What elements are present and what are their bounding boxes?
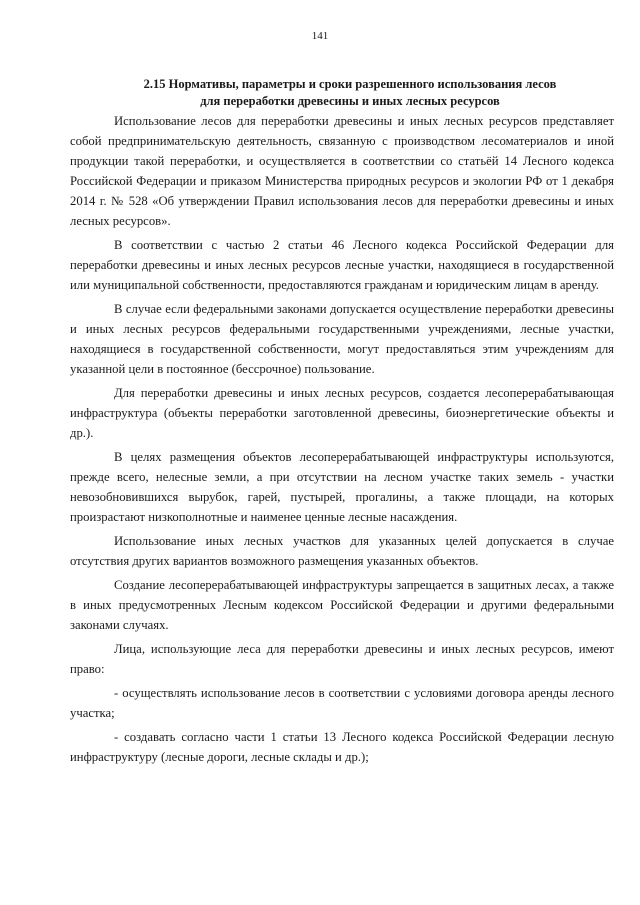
- paragraph: Использование иных лесных участков для указанных целей допускается в случае отсутствия других вариантов возможного размещения указанных объектов.: [70, 534, 614, 568]
- paragraph: Лица, использующие леса для переработки древесины и иных лесных ресурсов, имеют право:: [70, 642, 614, 676]
- paragraph: В случае если федеральными законами допускается осуществление переработки древесины и иных лесных ресурсов федеральными государственными учреждениями, лесные участки, находящиеся в государственной собственности, могут предоставляться этим учреждениям для указанной цели в постоянное (бессрочное) пользование.: [70, 302, 614, 376]
- paragraph: Для переработки древесины и иных лесных ресурсов, создается лесоперерабатывающая инфраструктура (объекты переработки заготовленной древесины, биоэнергетические объекты и др.).: [70, 386, 614, 440]
- section-heading-line-1: 2.15 Нормативы, параметры и сроки разрешенного использования лесов: [143, 77, 557, 91]
- page-number: 141: [311, 30, 329, 42]
- paragraph: В соответствии с частью 2 статьи 46 Лесного кодекса Российской Федерации для переработки древесины и иных лесных ресурсов лесные участки, находящиеся в государственной или муниципальной собственности, предоставляются гражданам и юридическим лицам в аренду.: [70, 238, 614, 292]
- body-text: [70, 111, 614, 771]
- paragraph: В целях размещения объектов лесоперерабатывающей инфраструктуры используются, прежде всего, нелесные земли, а при отсутствии на лесном участке таких земель - участки невозобновившихся вырубок, гарей, пустырей, прогалины, а также площади, на которых произрастают низкополнотные и наименее ценные лесные насаждения.: [70, 450, 614, 524]
- paragraph: Использование лесов для переработки древесины и иных лесных ресурсов представляет собой предпринимательскую деятельность, связанную с производством лесоматериалов и иной продукции такой переработки, и осуществляется в соответствии со статьёй 14 Лесного кодекса Российской Федерации и приказом Министерства природных ресурсов и экологии РФ от 1 декабря 2014 г. № 528 «Об утверждении Правил использования лесов для переработки древесины и иных лесных ресурсов».: [70, 114, 614, 228]
- section-heading-line-2: для переработки древесины и иных лесных ресурсов: [200, 94, 500, 108]
- section-heading: [90, 76, 610, 110]
- paragraph: Создание лесоперерабатывающей инфраструктуры запрещается в защитных лесах, а также в иных предусмотренных Лесным кодексом Российской Федерации и другими федеральными законами случаях.: [70, 578, 614, 632]
- list-item: - создавать согласно части 1 статьи 13 Лесного кодекса Российской Федерации лесную инфраструктуру (лесные дороги, лесные склады и др.);: [70, 730, 614, 764]
- list-item: - осуществлять использование лесов в соответствии с условиями договора аренды лесного участка;: [70, 686, 614, 720]
